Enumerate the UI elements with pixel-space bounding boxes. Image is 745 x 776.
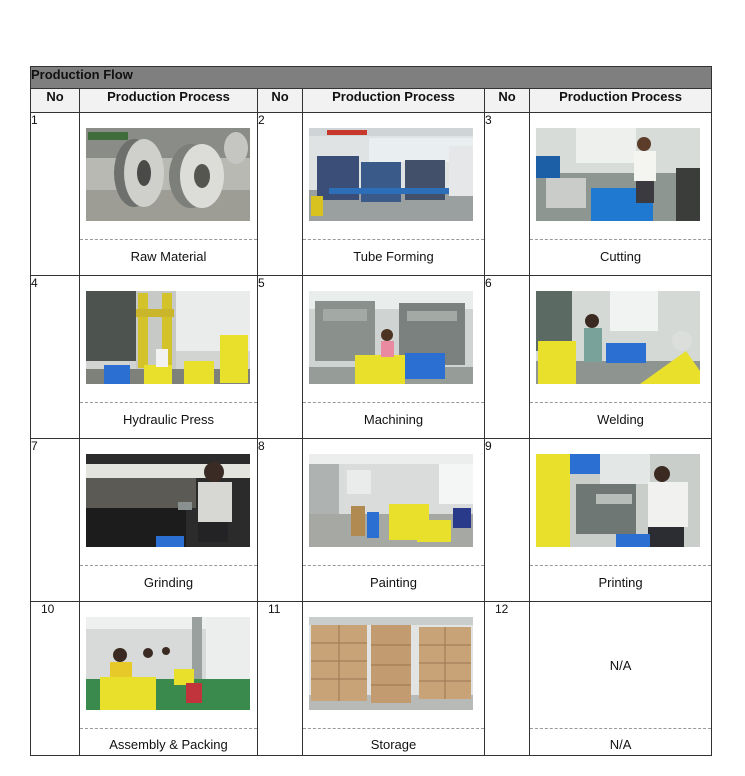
header-process: Production Process	[530, 89, 712, 113]
process-cell	[80, 602, 258, 756]
step-number: 3	[485, 113, 530, 276]
process-label: Storage	[370, 737, 417, 752]
step-number: 10	[31, 602, 80, 756]
divider	[303, 402, 484, 403]
step-number: 8	[258, 439, 303, 602]
process-cell	[530, 113, 712, 276]
process-label: Grinding	[143, 575, 194, 590]
divider	[303, 239, 484, 240]
table-title-row	[31, 67, 712, 89]
table-row	[31, 602, 712, 756]
step-number: 7	[31, 439, 80, 602]
process-label: Cutting	[599, 249, 642, 264]
steel-coil-photo	[86, 128, 250, 221]
process-label: Painting	[370, 575, 417, 590]
divider	[80, 565, 257, 566]
process-cell	[80, 276, 258, 439]
process-cell	[303, 439, 485, 602]
process-cell	[530, 276, 712, 439]
process-cell	[80, 113, 258, 276]
factory-line-photo	[309, 128, 473, 221]
divider	[303, 565, 484, 566]
welding-photo	[536, 291, 700, 384]
header-process: Production Process	[303, 89, 485, 113]
header-no: No	[31, 89, 80, 113]
table-row	[31, 439, 712, 602]
step-number: 4	[31, 276, 80, 439]
header-process: Production Process	[80, 89, 258, 113]
divider	[80, 402, 257, 403]
production-flow-table	[30, 66, 712, 756]
hydraulic-press-photo	[86, 291, 250, 384]
table-row	[31, 113, 712, 276]
table-row	[31, 276, 712, 439]
divider	[530, 728, 711, 729]
painting-photo	[309, 454, 473, 547]
step-number: 11	[258, 602, 303, 756]
process-label: Tube Forming	[353, 249, 434, 264]
printing-photo	[536, 454, 700, 547]
process-cell	[303, 602, 485, 756]
process-label: Assembly & Packing	[109, 737, 228, 752]
step-number: 2	[258, 113, 303, 276]
process-cell	[80, 439, 258, 602]
process-cell	[303, 276, 485, 439]
process-label: N/A	[609, 737, 632, 752]
grinding-photo	[86, 454, 250, 547]
process-cell	[530, 602, 712, 756]
table-title: Production Flow	[31, 67, 712, 89]
machining-photo	[309, 291, 473, 384]
divider	[530, 565, 711, 566]
cutting-machine-photo	[536, 128, 700, 221]
step-number: 1	[31, 113, 80, 276]
step-number: 12	[485, 602, 530, 756]
step-number: 5	[258, 276, 303, 439]
process-label: Machining	[363, 412, 424, 427]
process-label: Hydraulic Press	[122, 412, 215, 427]
divider	[530, 239, 711, 240]
assembly-photo	[86, 617, 250, 710]
divider	[530, 402, 711, 403]
process-label: Raw Material	[130, 249, 207, 264]
photo-placeholder-text: N/A	[609, 658, 632, 673]
header-no: No	[258, 89, 303, 113]
process-cell	[530, 439, 712, 602]
divider	[303, 728, 484, 729]
process-label: Welding	[597, 412, 644, 427]
process-cell	[303, 113, 485, 276]
step-number: 6	[485, 276, 530, 439]
divider	[80, 239, 257, 240]
process-label: Printing	[598, 575, 643, 590]
table-header-row	[31, 89, 712, 113]
header-no: No	[485, 89, 530, 113]
step-number: 9	[485, 439, 530, 602]
storage-boxes-photo	[309, 617, 473, 710]
divider	[80, 728, 257, 729]
